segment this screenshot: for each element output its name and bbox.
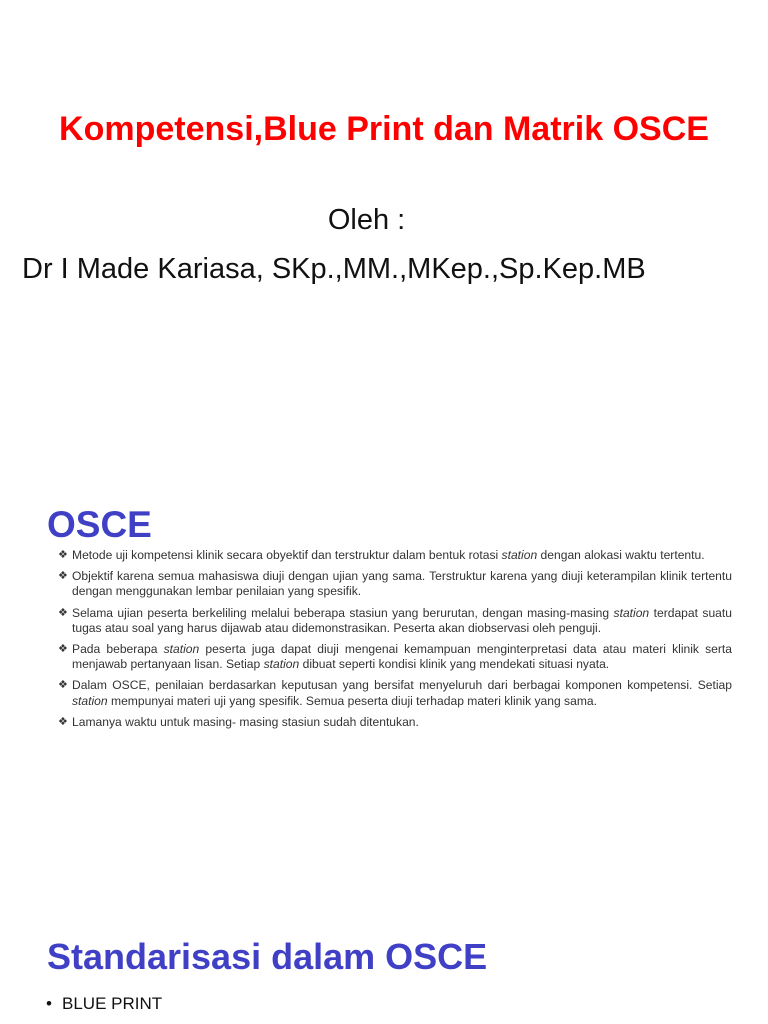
bullet-text: terdapat suatu tugas atau soal yang harus dijawab atau didemonstrasikan. Peserta akan diobservasi oleh penguji.: [72, 605, 732, 635]
standardization-heading: Standarisasi dalam OSCE: [47, 936, 488, 977]
bullet-text: mempunyai materi uji yang spesifik. Semua peserta diuji terhadap materi klinik yang sama.: [107, 693, 597, 708]
osce-bullet-item: [58, 569, 732, 599]
italic-term: station: [163, 642, 200, 657]
diamond-bullet-icon: ❖: [58, 643, 68, 656]
bullet-text: Objektif karena semua mahasiswa diuji dengan ujian yang sama. Terstruktur karena yang diuji keterampilan klinik tertentu dengan menggunakan lembar penilaian yang spesifik.: [72, 569, 732, 599]
bullet-text: peserta juga dapat diuji mengenai kemampuan menginterpretasi data atau materi klinik serta menjawab pertanyaan lisan. Setiap: [72, 642, 732, 672]
diamond-bullet-icon: ❖: [58, 606, 68, 619]
italic-term: station: [72, 693, 108, 708]
standardization-item-label: BLUE PRINT: [62, 994, 163, 1013]
by-label: Oleh :: [327, 204, 406, 236]
osce-slide: [0, 470, 768, 910]
bullet-text: Selama ujian peserta berkeliling melalui beberapa stasiun yang berurutan, dengan masing-masing: [72, 605, 614, 620]
bullet-text: Dalam OSCE, penilaian berdasarkan keputusan yang bersifat menyeluruh dari berbagai komponen kompetensi. Setiap: [72, 678, 732, 693]
italic-term: station: [501, 548, 538, 562]
standardization-slide: [0, 910, 768, 1024]
standardization-item: [46, 994, 162, 1014]
bullet-text: Lamanya waktu untuk masing- masing stasiun sudah ditentukan.: [72, 714, 419, 729]
osce-bullet-item: [58, 678, 732, 708]
bullet-text: dengan alokasi waktu tertentu.: [537, 548, 705, 562]
diamond-bullet-icon: ❖: [58, 570, 68, 583]
osce-bullet-list: [58, 548, 732, 736]
bullet-dot-icon: •: [46, 994, 52, 1013]
osce-bullet-item: [58, 606, 732, 636]
author-name: Dr I Made Kariasa, SKp.,MM.,MKep.,Sp.Kep.MB: [22, 253, 646, 285]
title-slide: [0, 0, 768, 470]
bullet-text: Pada beberapa: [72, 642, 164, 657]
presentation-title: Kompetensi,Blue Print dan Matrik OSCE: [59, 110, 709, 148]
bullet-text: dibuat seperti kondisi klinik yang mendekati situasi nyata.: [299, 657, 610, 672]
osce-heading: OSCE: [47, 504, 152, 545]
diamond-bullet-icon: ❖: [58, 715, 68, 728]
italic-term: station: [263, 657, 300, 672]
bullet-text: Metode uji kompetensi klinik secara obyektif dan terstruktur dalam bentuk rotasi: [72, 548, 502, 562]
diamond-bullet-icon: ❖: [58, 549, 68, 561]
osce-bullet-item: [58, 715, 732, 730]
osce-bullet-item: [58, 642, 732, 672]
italic-term: station: [613, 605, 650, 620]
osce-bullet-item: [58, 548, 732, 563]
diamond-bullet-icon: ❖: [58, 679, 68, 692]
standardization-list: [46, 994, 162, 1014]
